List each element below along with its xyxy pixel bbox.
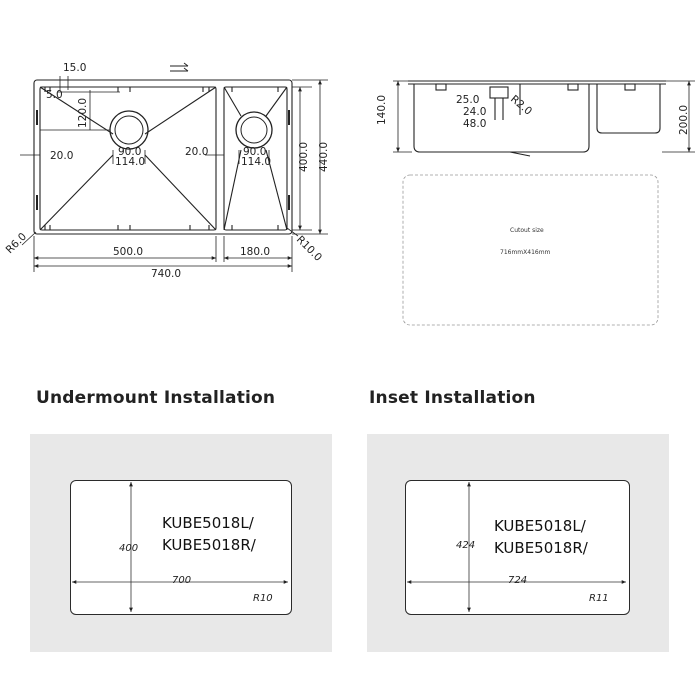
dim-114-left: 114.0 (115, 156, 146, 168)
cutout-value: 716mmX416mm (500, 249, 551, 256)
dim-15: 15.0 (63, 62, 87, 74)
dim-200: 200.0 (678, 104, 690, 135)
undermount-heading: Undermount Installation (36, 388, 276, 408)
inset-width: 724 (508, 575, 528, 586)
undermount-height: 400 (119, 543, 139, 554)
dim-20-left: 20.0 (50, 150, 74, 162)
dim-500: 500.0 (113, 246, 144, 258)
dim-90-right: 90.0 (243, 146, 267, 158)
dim-24: 24.0 (463, 106, 487, 118)
dim-r10: R10.0 (293, 233, 325, 264)
dim-48: 48.0 (463, 118, 487, 130)
dim-90-left: 90.0 (118, 146, 142, 158)
dim-r2: R2.0 (508, 93, 535, 118)
dim-740: 740.0 (151, 268, 182, 280)
dim-25: 25.0 (456, 94, 480, 106)
inset-height: 424 (456, 540, 476, 551)
undermount-radius: R10 (253, 593, 273, 604)
dim-20-right: 20.0 (185, 146, 209, 158)
dim-440: 440.0 (318, 141, 330, 172)
undermount-width: 700 (172, 575, 192, 586)
inset-model-line2: KUBE5018R/ (494, 539, 588, 557)
inset-model-line1: KUBE5018L/ (494, 517, 586, 535)
dim-r6: R6.0 (3, 230, 30, 257)
undermount-model-line1: KUBE5018L/ (162, 514, 254, 532)
dim-400: 400.0 (298, 141, 310, 172)
dim-120: 120.0 (77, 97, 89, 128)
inset-radius: R11 (589, 593, 609, 604)
dim-180: 180.0 (240, 246, 271, 258)
dim-140: 140.0 (376, 94, 388, 125)
dim-5: 5.0 (46, 89, 63, 101)
undermount-model-line2: KUBE5018R/ (162, 536, 256, 554)
cutout-label: Cutout size (510, 227, 544, 234)
inset-heading: Inset Installation (369, 388, 536, 408)
dim-114-right: 114.0 (241, 156, 272, 168)
